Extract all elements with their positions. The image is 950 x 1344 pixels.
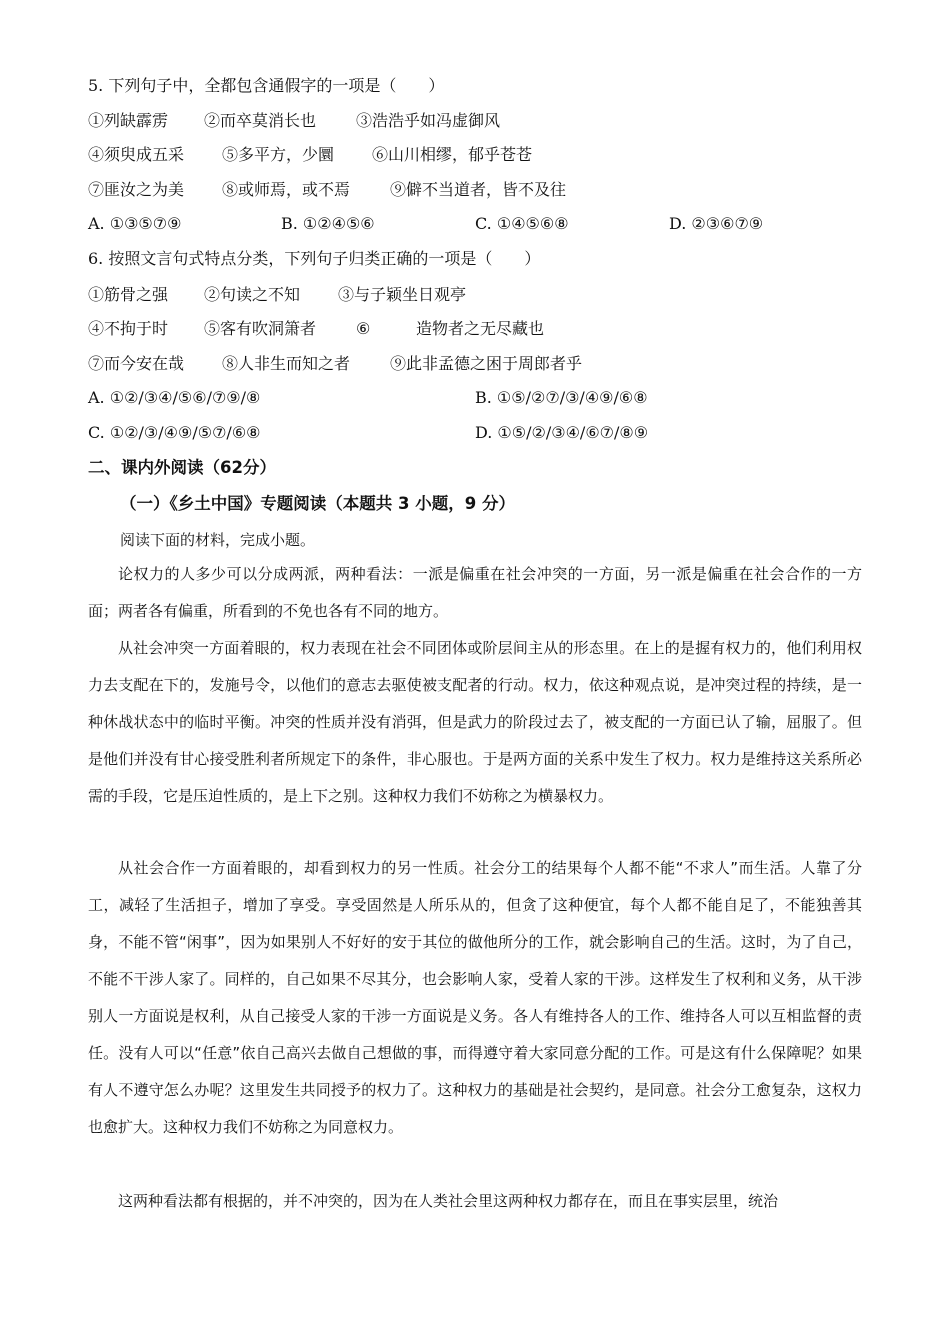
section-title: 二、课内外阅读（62分） [88,458,276,477]
q6-item-7: ⑦而今安在哉 [88,354,185,373]
q6-item-5: ⑤客有吹洞箫者 [204,319,317,338]
q5-item-5: ⑤多平方，少圜 [222,145,335,164]
q6-option-b: B. ①⑤/②⑦/③/④⑨/⑥⑧ [475,388,648,407]
q6-item-2: ②句读之不知 [204,285,301,304]
section-subtitle: （一）《乡土中国》专题阅读（本题共 3 小题，9 分） [120,494,515,513]
q5-item-3: ③浩浩乎如冯虚御风 [356,111,501,130]
q6-option-a: A. ①②/③④/⑤⑥/⑦⑨/⑧ [88,388,261,407]
question-5-stem: 5. 下列句子中，全都包含通假字的一项是（ ） [88,76,445,95]
passage-paragraph-1: 论权力的人多少可以分成两派，两种看法：一派是偏重在社会冲突的一方面，另一派是偏重在社会合作的一方面；两者各有偏重，所看到的不免也各有不同的地方。 [88,565,862,620]
q6-item-3: ③与子颖坐日观亭 [338,285,467,304]
q5-item-4: ④须臾成五采 [88,145,185,164]
q5-item-7: ⑦匪汝之为美 [88,180,185,199]
q6-item-8: ⑧人非生而知之者 [222,354,351,373]
reading-instruction: 阅读下面的材料，完成小题。 [120,531,316,549]
q5-item-8: ⑧或师焉，或不焉 [222,180,351,199]
passage-paragraph-2: 从社会冲突一方面着眼的，权力表现在社会不同团体或阶层间主从的形态里。在上的是握有权力的，他们利用权力去支配在下的，发施号令，以他们的意志去驱使被支配者的行动。权力，依这种观点说，是冲突过程的持续，是一种休战状态中的临时平衡。冲突的性质并没有消弭，但是武力的阶段过去了，被支配的一方面已认了输，屈服了。但是他们并没有甘心接受胜利者所规定下的条件，非心服也。于是两方面的关系中发生了权力。权力是维持这关系所必需的手段，它是压迫性质的，是上下之别。这种权力我们不妨称之为横暴权力。 [88,639,862,805]
q6-item-6-text: 造物者之无尽藏也 [416,319,545,338]
q5-option-b: B. ①②④⑤⑥ [281,214,375,233]
q5-option-c: C. ①④⑤⑥⑧ [475,214,569,233]
q5-item-6: ⑥山川相缪，郁乎苍苍 [372,145,533,164]
q6-item-4: ④不拘于时 [88,319,169,338]
q5-item-1: ①列缺霹雳 [88,111,169,130]
q6-item-6-marker: ⑥ [356,319,371,338]
question-6-stem: 6. 按照文言句式特点分类，下列句子归类正确的一项是（ ） [88,249,541,268]
q6-item-1: ①筋骨之强 [88,285,169,304]
q5-item-9: ⑨僻不当道者，皆不及往 [390,180,567,199]
q6-option-d: D. ①⑤/②/③④/⑥⑦/⑧⑨ [475,423,649,442]
passage-paragraph-3: 从社会合作一方面着眼的，却看到权力的另一性质。社会分工的结果每个人都不能“不求人”而生活。人靠了分工，减轻了生活担子，增加了享受。享受固然是人所乐从的，但贪了这种便宜，每个人都不能自足了，不能独善其身，不能不管“闲事”，因为如果别人不好好的安于其位的做他所分的工作，就会影响自己的生活。这时，为了自己，不能不干涉人家了。同样的，自己如果不尽其分，也会影响人家，受着人家的干涉。这样发生了权利和义务，从干涉别人一方面说是权利，从自己接受人家的干涉一方面说是义务。各人有维持各人的工作、维持各人可以互相监督的责任。没有人可以“任意”依自己高兴去做自己想做的事，而得遵守着大家同意分配的工作。可是这有什么保障呢？如果有人不遵守怎么办呢？这里发生共同授予的权力了。这种权力的基础是社会契约，是同意。社会分工愈复杂，这权力也愈扩大。这种权力我们不妨称之为同意权力。 [88,859,862,1136]
q5-option-a: A. ①③⑤⑦⑨ [88,214,182,233]
q5-option-d: D. ②③⑥⑦⑨ [669,214,764,233]
q6-item-9: ⑨此非孟德之困于周郎者乎 [390,354,583,373]
q5-item-2: ②而卒莫消长也 [204,111,317,130]
q6-option-c: C. ①②/③/④⑨/⑤⑦/⑥⑧ [88,423,261,442]
passage-paragraph-4: 这两种看法都有根据的，并不冲突的，因为在人类社会里这两种权力都存在，而且在事实层里，统治 [118,1192,779,1210]
